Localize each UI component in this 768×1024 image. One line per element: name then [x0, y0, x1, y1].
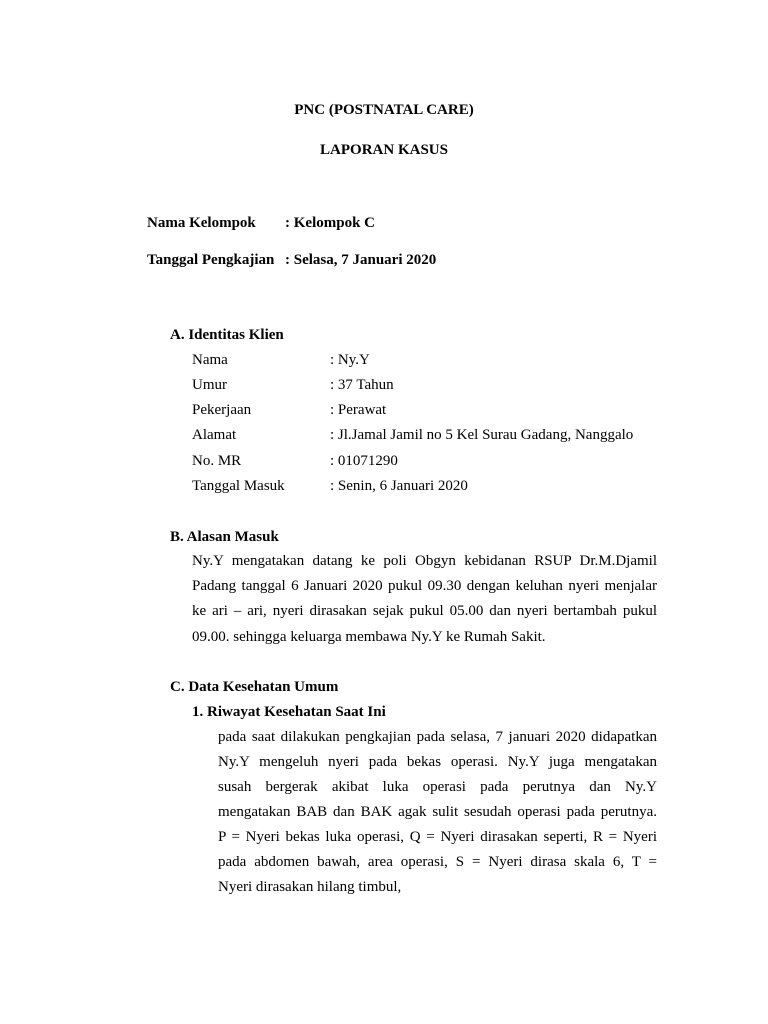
admission-date-label: Tanggal Masuk [192, 478, 285, 494]
client-mr-value: : 01071290 [330, 453, 398, 469]
history-line: Ny.Y mengeluh nyeri pada bekas operasi. Ny.Y juga mengatakan [218, 754, 657, 770]
client-address-label: Alamat [192, 427, 237, 443]
assessment-date-label: Tanggal Pengkajian [147, 252, 275, 268]
document-subtitle: LAPORAN KASUS [320, 142, 448, 158]
admission-date-value: : Senin, 6 Januari 2020 [330, 478, 468, 494]
history-line: mengatakan BAB dan BAK agak sulit sesudah operasi pada perutnya. [218, 804, 657, 820]
group-name-value: : Kelompok C [285, 215, 375, 231]
client-age-value: : 37 Tahun [330, 377, 394, 393]
section-b-heading: B. Alasan Masuk [170, 529, 279, 545]
client-occupation-value: : Perawat [330, 402, 387, 418]
history-line: Nyeri dirasakan hilang timbul, [218, 879, 402, 895]
client-occupation-label: Pekerjaan [192, 402, 252, 418]
reason-line: 09.00. sehingga keluarga membawa Ny.Y ke Rumah Sakit. [192, 629, 546, 645]
history-line: pada abdomen bawah, area operasi, S = Nyeri dirasa skala 6, T = [218, 854, 657, 870]
section-c-heading: C. Data Kesehatan Umum [170, 679, 339, 695]
client-name-label: Nama [192, 352, 228, 368]
section-c-subheading: 1. Riwayat Kesehatan Saat Ini [192, 704, 386, 720]
client-address-value: : Jl.Jamal Jamil no 5 Kel Surau Gadang, Nanggalo [330, 427, 634, 443]
history-line: P = Nyeri bekas luka operasi, Q = Nyeri dirasakan seperti, R = Nyeri [218, 829, 657, 845]
document-title: PNC (POSTNATAL CARE) [294, 102, 474, 118]
section-a-heading: A. Identitas Klien [170, 327, 284, 343]
assessment-date-value: : Selasa, 7 Januari 2020 [285, 252, 437, 268]
history-line: pada saat dilakukan pengkajian pada selasa, 7 januari 2020 didapatkan [218, 729, 657, 745]
reason-line: ke ari – ari, nyeri dirasakan sejak pukul 05.00 dan nyeri bertambah pukul [192, 603, 657, 619]
history-line: susah bergerak akibat luka operasi pada perutnya dan Ny.Y [218, 779, 657, 795]
reason-line: Padang tanggal 6 Januari 2020 pukul 09.30 dengan keluhan nyeri menjalar [192, 578, 657, 594]
client-age-label: Umur [192, 377, 227, 393]
client-name-value: : Ny.Y [330, 352, 370, 368]
client-mr-label: No. MR [192, 453, 242, 469]
reason-line: Ny.Y mengatakan datang ke poli Obgyn kebidanan RSUP Dr.M.Djamil [192, 553, 657, 569]
group-name-label: Nama Kelompok [147, 215, 256, 231]
